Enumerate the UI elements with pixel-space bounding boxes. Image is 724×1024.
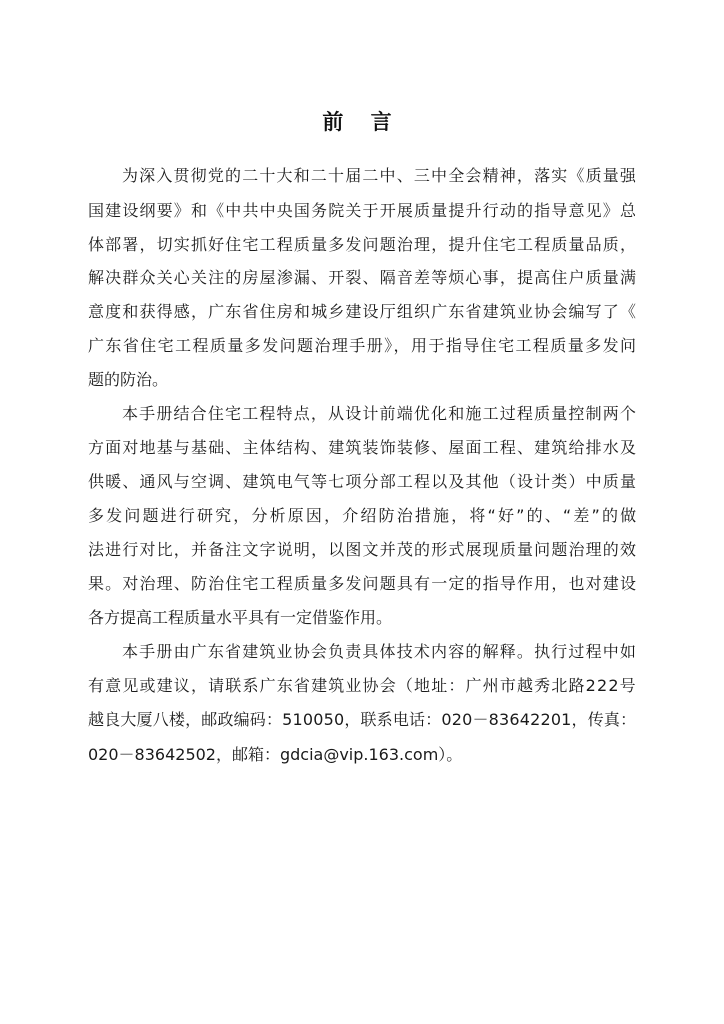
page-title: 前 言 <box>322 109 402 134</box>
paragraph-2-line-5: 法进行对比，并备注文字说明，以图文并茂的形式展现质量问题治理的效 <box>88 540 638 559</box>
paragraph-3-line-3: 越良大厦八楼，邮政编码：510050，联系电话：020－83642201，传真： <box>88 710 637 729</box>
paragraph-1-line-6: 广东省住宅工程质量多发问题治理手册》，用于指导住宅工程质量多发问 <box>88 336 638 355</box>
paragraph-1-line-1: 为深入贯彻党的二十大和二十届二中、三中全会精神，落实《质量强 <box>122 166 638 185</box>
paragraph-2-line-3: 供暖、通风与空调、建筑电气等七项分部工程以及其他（设计类）中质量 <box>88 472 638 491</box>
paragraph-2-line-6: 果。对治理、防治住宅工程质量多发问题具有一定的指导作用，也对建设 <box>88 574 638 593</box>
paragraph-1-line-4: 解决群众关心关注的房屋渗漏、开裂、隔音差等烦心事，提高住户质量满 <box>88 268 638 287</box>
paragraph-2-line-7: 各方提高工程质量水平具有一定借鉴作用。 <box>88 608 393 627</box>
paragraph-3-line-2: 有意见或建议，请联系广东省建筑业协会（地址：广州市越秀北路222号 <box>88 676 637 695</box>
paragraph-2-line-1: 本手册结合住宅工程特点，从设计前端优化和施工过程质量控制两个 <box>122 404 638 423</box>
paragraph-3-line-4: 020－83642502，邮箱：gdcia@vip.163.com）。 <box>88 745 463 764</box>
paragraph-3-line-1: 本手册由广东省建筑业协会负责具体技术内容的解释。执行过程中如 <box>122 642 638 661</box>
paragraph-1-line-3: 体部署，切实抓好住宅工程质量多发问题治理，提升住宅工程质量品质， <box>88 235 638 254</box>
paragraph-1-line-2: 国建设纲要》和《中共中央国务院关于开展质量提升行动的指导意见》总 <box>88 201 638 220</box>
paragraph-1-line-7: 题的防治。 <box>88 370 169 389</box>
paragraph-1-line-5: 意度和获得感，广东省住房和城乡建设厅组织广东省建筑业协会编写了《 <box>88 302 638 321</box>
paragraph-2-line-2: 方面对地基与基础、主体结构、建筑装饰装修、屋面工程、建筑给排水及 <box>88 438 638 457</box>
paragraph-2-line-4: 多发问题进行研究，分析原因，介绍防治措施，将“好”的、“差”的做 <box>88 506 639 525</box>
